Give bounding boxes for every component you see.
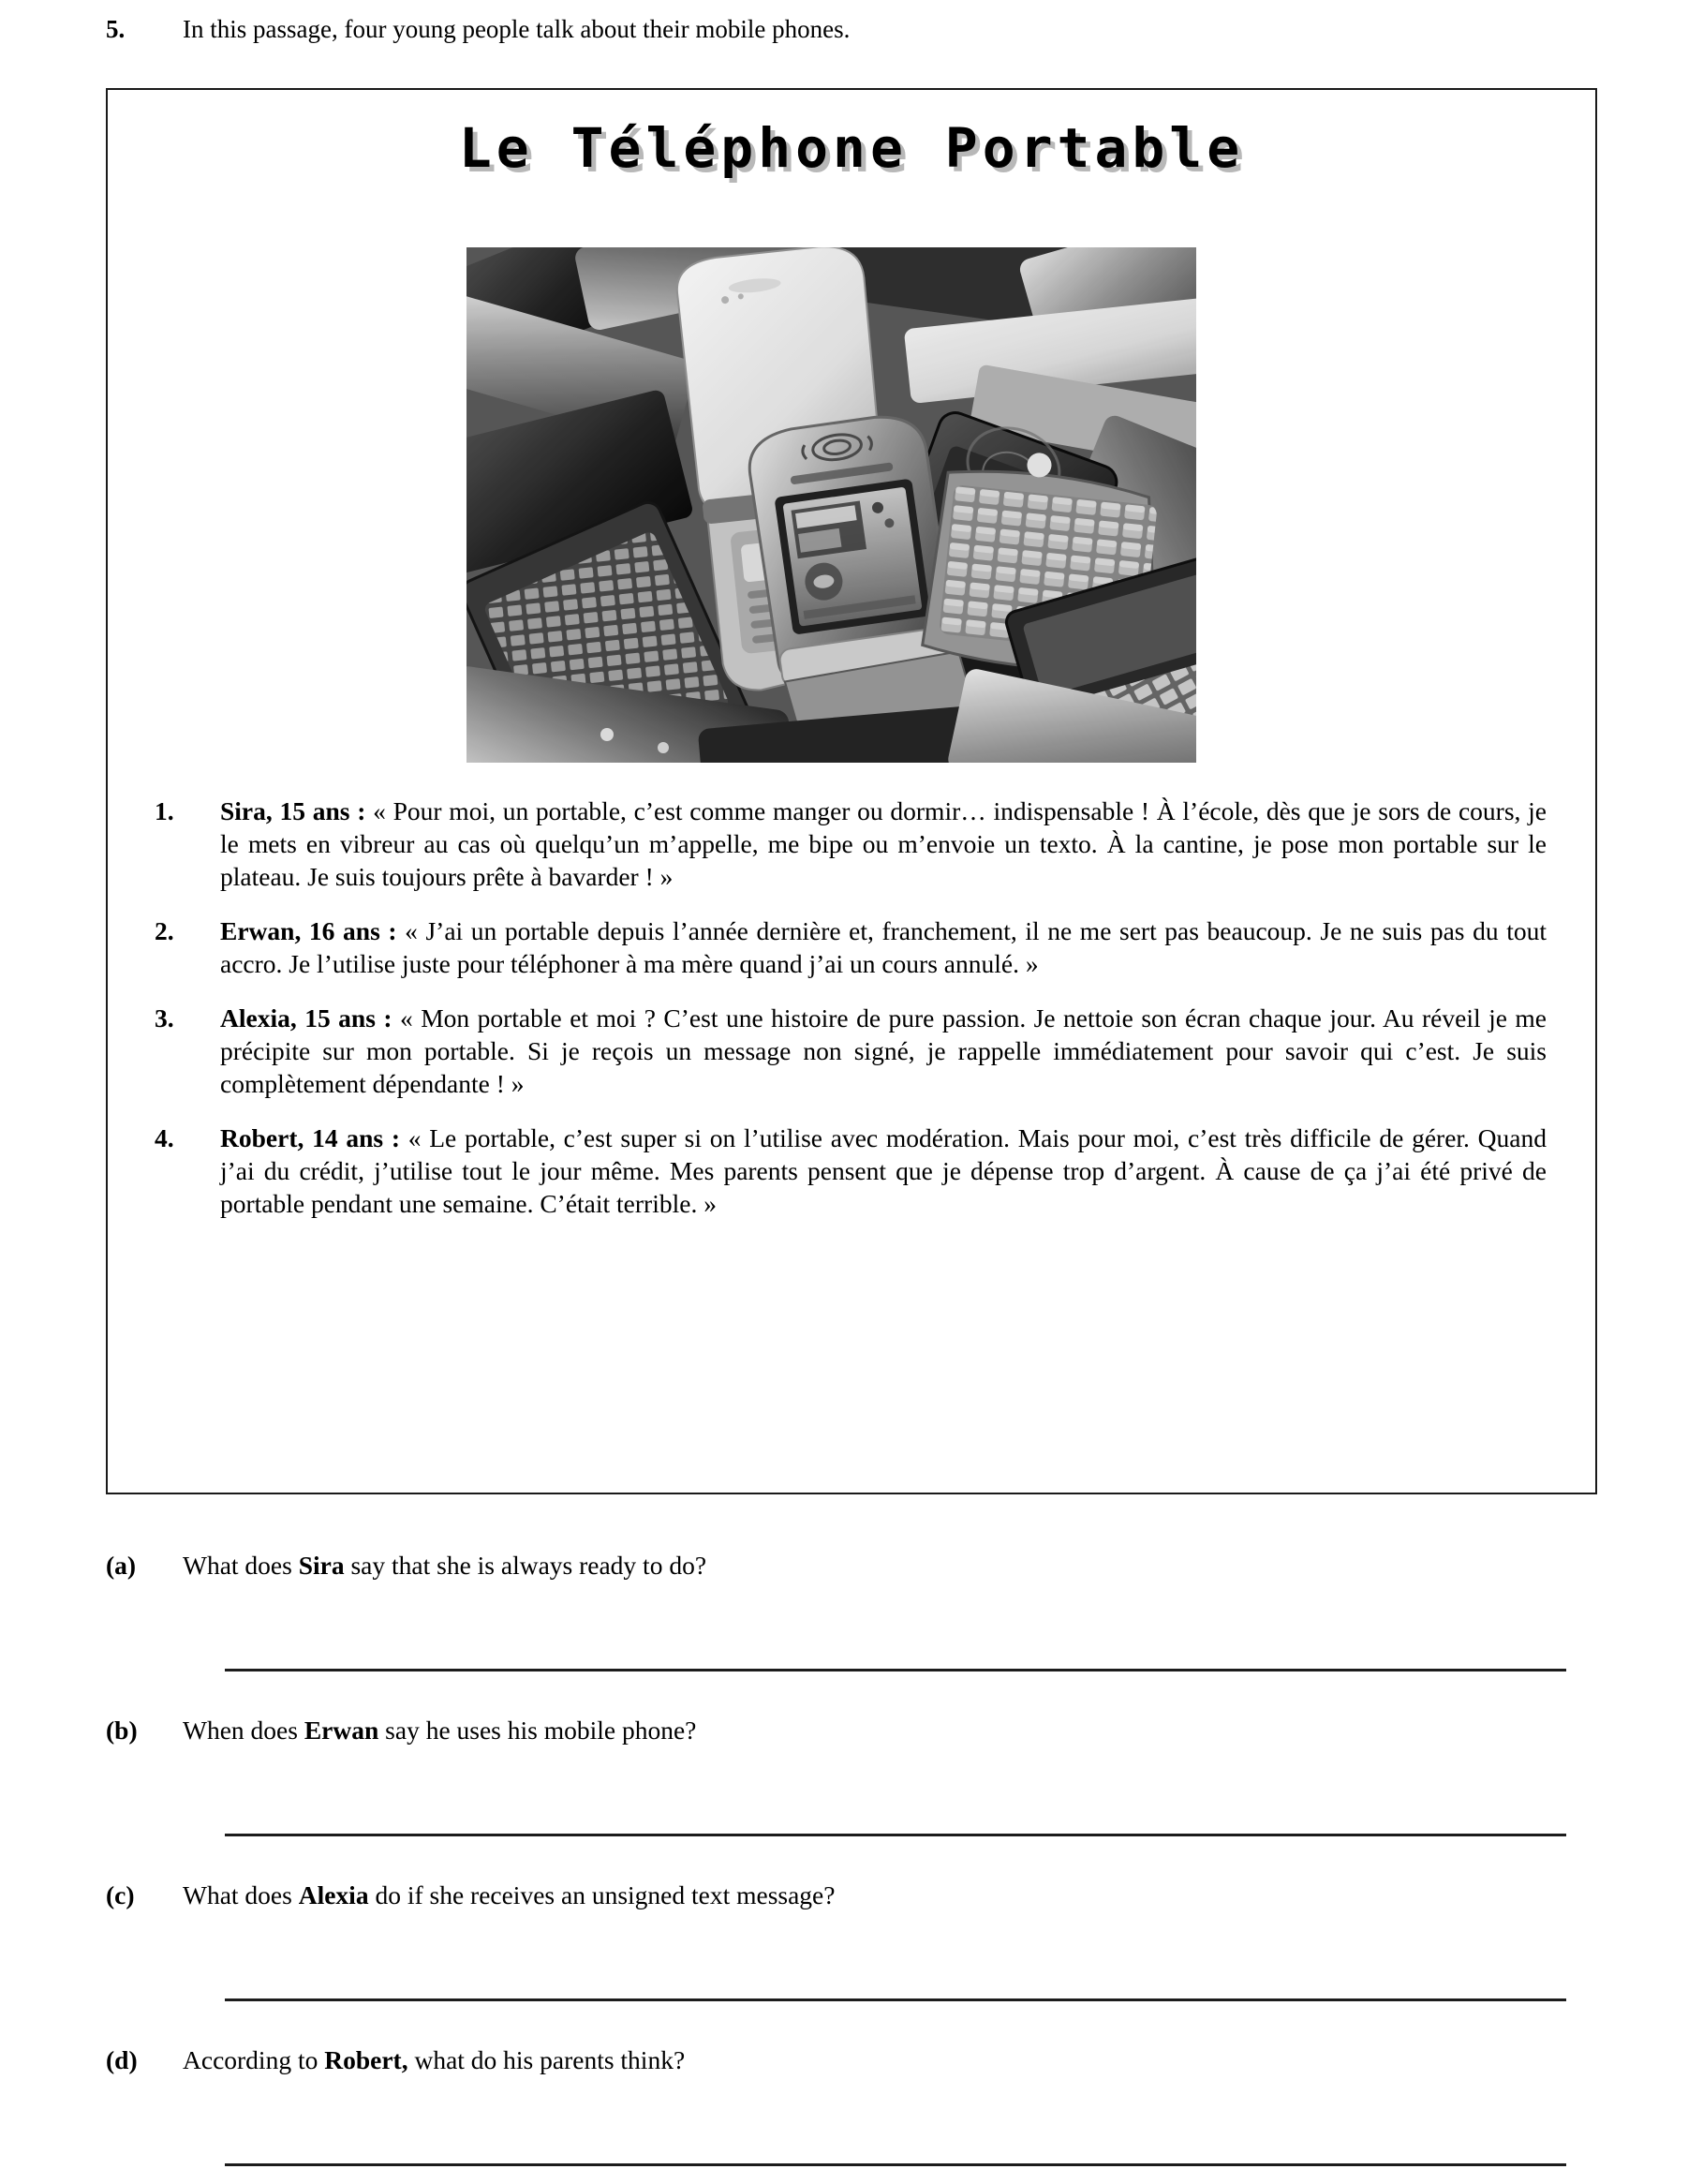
mobile-phones-photo	[466, 247, 1196, 763]
passage-entry-3	[108, 1002, 1595, 1100]
question-label-d: (d)	[106, 2045, 138, 2074]
passage-text-1	[220, 795, 1547, 893]
passage-text-2	[220, 914, 1547, 980]
question-text-d-before: According to	[183, 2045, 325, 2074]
question-row-c	[106, 1879, 1605, 1911]
passage-title: Le Téléphone Portable	[458, 116, 1245, 180]
question-stem	[106, 13, 1605, 45]
answer-line-d[interactable]	[225, 2163, 1566, 2166]
question-row-a	[106, 1549, 1605, 1582]
question-text-c	[183, 1879, 1605, 1911]
passage-box	[106, 88, 1597, 1494]
question-text-a-before: What does	[183, 1551, 299, 1580]
question-row-d	[106, 2043, 1605, 2076]
questions-section	[106, 1549, 1605, 2184]
question-block-b	[106, 1714, 1605, 1879]
question-c-person: Alexia	[298, 1880, 369, 1909]
question-text-d-after: what do his parents think?	[407, 2045, 686, 2074]
question-row-b	[106, 1714, 1605, 1746]
passage-entry-4	[108, 1122, 1595, 1220]
speaker-name-1: Sira, 15 ans :	[220, 796, 366, 825]
question-label-c: (c)	[106, 1880, 135, 1909]
answer-line-a[interactable]	[225, 1669, 1566, 1671]
question-text-c-after: do if she receives an unsigned text message?	[368, 1880, 836, 1909]
question-text-b-before: When does	[183, 1716, 304, 1745]
speaker-quote-1: « Pour moi, un portable, c’est comme manger ou dormir… indispensable ! À l’école, dès que je sors de cours, je le mets en vibreur au cas où quelqu’un m’appelle, me bipe ou m’envoie un texto. À la cantine, je pose mon portable sur le plateau. Je suis toujours prête à bavarder ! »	[220, 796, 1548, 891]
passage-number-1: 1.	[155, 796, 174, 825]
question-label-a: (a)	[106, 1551, 137, 1580]
question-d-person: Robert,	[324, 2045, 408, 2074]
question-text-a	[183, 1549, 1605, 1582]
question-label-b: (b)	[106, 1716, 138, 1745]
question-a-person: Sira	[298, 1551, 345, 1580]
answer-line-c[interactable]	[225, 1998, 1566, 2001]
speaker-name-3: Alexia, 15 ans :	[220, 1003, 392, 1033]
question-block-a	[106, 1549, 1605, 1714]
passage-list	[108, 795, 1595, 1241]
question-text-b-after: say he uses his mobile phone?	[378, 1716, 697, 1745]
question-text-b	[183, 1714, 1605, 1746]
passage-text-4	[220, 1122, 1547, 1220]
question-block-c	[106, 1879, 1605, 2043]
passage-number-3: 3.	[155, 1003, 174, 1033]
passage-number-4: 4.	[155, 1123, 174, 1152]
speaker-quote-2: « J’ai un portable depuis l’année dernière et, franchement, il ne me sert pas beaucoup. Je ne suis pas du tout accro. Je l’utilise juste pour téléphoner à ma mère quand j’ai un cours annulé. »	[220, 916, 1547, 978]
question-block-d	[106, 2043, 1605, 2184]
speaker-name-4: Robert, 14 ans :	[220, 1123, 400, 1152]
speaker-quote-4: « Le portable, c’est super si on l’utilise avec modération. Mais pour moi, c’est très difficile de gérer. Quand j’ai du crédit, j’utilise tout le jour même. Mes parents pensent que je dépense trop d’argent. À cause de ça j’ai été privé de portable pendant une semaine. C’était terrible. »	[220, 1123, 1547, 1218]
passage-entry-1	[108, 795, 1595, 893]
question-text-a-after: say that she is always ready to do?	[344, 1551, 707, 1580]
passage-text-3	[220, 1002, 1547, 1100]
speaker-name-2: Erwan, 16 ans :	[220, 916, 397, 945]
answer-line-b[interactable]	[225, 1834, 1566, 1836]
question-instruction: In this passage, four young people talk about their mobile phones.	[183, 15, 851, 43]
speaker-quote-3: « Mon portable et moi ? C’est une histoire de pure passion. Je nettoie son écran chaque jour. Au réveil je me précipite sur mon portable. Si je reçois un message non signé, je rappelle immédiatement pour savoir qui c’est. Je suis complètement dépendante ! »	[220, 1003, 1547, 1098]
question-b-person: Erwan	[304, 1716, 379, 1745]
passage-number-2: 2.	[155, 916, 174, 945]
question-number: 5.	[106, 15, 126, 43]
passage-entry-2	[108, 914, 1595, 980]
question-text-d	[183, 2043, 1605, 2076]
question-text-c-before: What does	[183, 1880, 299, 1909]
